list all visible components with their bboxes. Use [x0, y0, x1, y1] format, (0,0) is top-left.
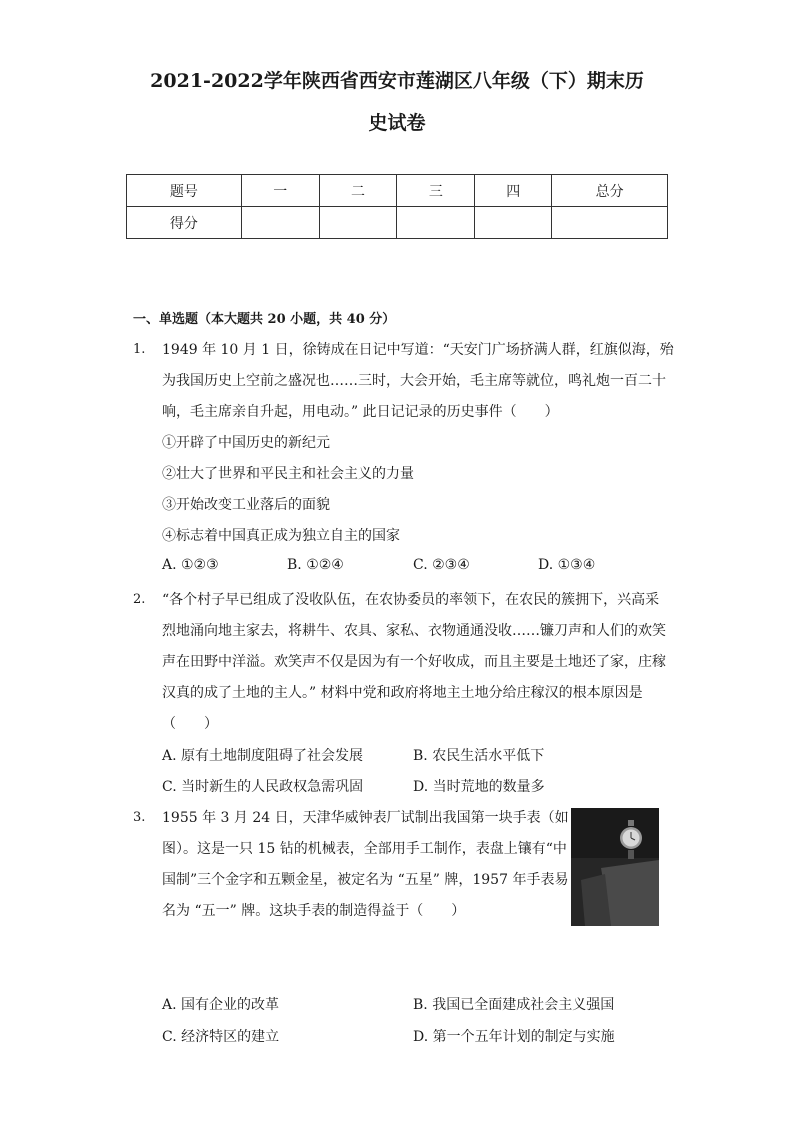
score-input-cell [241, 207, 319, 239]
section-heading: 一、单选题（本大题共 20 小题，共 40 分） [133, 312, 396, 327]
question-number: 1. [133, 342, 146, 357]
option-d[interactable]: D. 第一个五年计划的制定与实施 [413, 1029, 615, 1045]
statement-line: ③开始改变工业落后的面貌 [162, 497, 330, 513]
question-text-line: 汉真的成了土地的主人。” 材料中党和政府将地主土地分给庄稼汉的根本原因是 [162, 685, 643, 701]
score-table-header-row [127, 175, 668, 207]
question-number: 3. [133, 810, 146, 825]
option-c[interactable]: C. 当时新生的人民政权急需巩固 [162, 779, 364, 795]
option-c[interactable]: C. ②③④ [413, 557, 470, 573]
score-input-cell [397, 207, 475, 239]
question-number: 2. [133, 592, 146, 607]
score-input-cell [475, 207, 552, 239]
question-text-line: 烈地涌向地主家去，将耕牛、农具、家私、衣物通通没收……镰刀声和人们的欢笑 [162, 623, 666, 639]
score-input-cell [319, 207, 397, 239]
score-header-cell: 总分 [552, 175, 668, 207]
question-text-line: 国制”三个金字和五颗金星，被定名为 “五星” 牌，1957 年手表易 [162, 872, 569, 888]
option-a[interactable]: A. 原有土地制度阻碍了社会发展 [162, 748, 364, 764]
score-table [126, 174, 668, 239]
option-b[interactable]: B. ①②④ [287, 557, 344, 573]
question-text-line: 声在田野中洋溢。欢笑声不仅是因为有一个好收成，而且主要是土地还了家，庄稼 [162, 654, 666, 670]
question-text-line: 名为 “五一” 牌。这块手表的制造得益于（ ） [162, 903, 466, 919]
exam-title-line-1: 2021-2022学年陕西省西安市莲湖区八年级（下）期末历 [150, 70, 644, 92]
question-text-line: 响，毛主席亲自升起，用电动。” 此日记记录的历史事件（ ） [162, 404, 559, 420]
score-header-cell: 题号 [127, 175, 242, 207]
option-b[interactable]: B. 我国已全面建成社会主义强国 [413, 997, 615, 1013]
option-d[interactable]: D. ①③④ [538, 557, 596, 573]
score-table-score-row [127, 207, 668, 239]
statement-line: ④标志着中国真正成为独立自主的国家 [162, 528, 400, 544]
option-c[interactable]: C. 经济特区的建立 [162, 1029, 280, 1045]
score-header-cell: 一 [241, 175, 319, 207]
question-text-line: （ ） [162, 716, 218, 732]
question-text-line: “各个村子早已组成了没收队伍，在农协委员的率领下，在农民的簇拥下，兴高采 [162, 592, 660, 608]
statement-line: ①开辟了中国历史的新纪元 [162, 435, 330, 451]
score-input-cell [552, 207, 668, 239]
option-a[interactable]: A. 国有企业的改革 [162, 997, 280, 1013]
score-label-cell: 得分 [127, 207, 242, 239]
question-text-line: 1949 年 10 月 1 日，徐铸成在日记中写道：“天安门广场挤满人群，红旗似海，殆 [162, 342, 674, 358]
score-header-cell: 三 [397, 175, 475, 207]
question-text-line: 图）。这是一只 15 钻的机械表，全部用手工制作，表盘上镶有“中 [162, 841, 567, 857]
question-text-line: 为我国历史上空前之盛况也……三时，大会开始，毛主席等就位，鸣礼炮一百二十 [162, 373, 666, 389]
option-b[interactable]: B. 农民生活水平低下 [413, 748, 545, 764]
watch-photo-image [571, 808, 659, 926]
statement-line: ②壮大了世界和平民主和社会主义的力量 [162, 466, 414, 482]
score-header-cell: 四 [475, 175, 552, 207]
option-d[interactable]: D. 当时荒地的数量多 [413, 779, 545, 795]
exam-title-line-2: 史试卷 [368, 112, 426, 134]
option-a[interactable]: A. ①②③ [162, 557, 219, 573]
question-text-line: 1955 年 3 月 24 日，天津华威钟表厂试制出我国第一块手表（如 [162, 810, 569, 826]
watch-photo [571, 808, 659, 926]
score-header-cell: 二 [319, 175, 397, 207]
